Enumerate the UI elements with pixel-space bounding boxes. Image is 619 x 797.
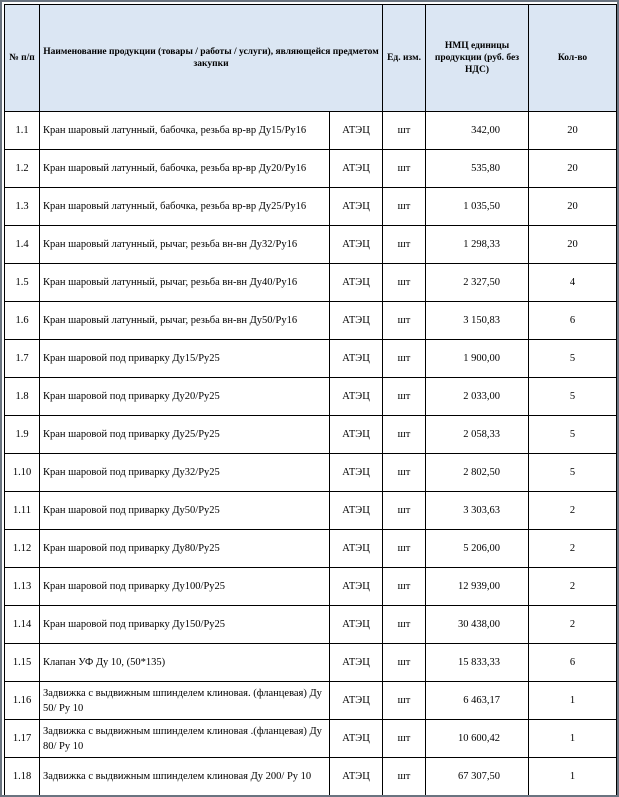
cell-buyer: АТЭЦ [330,530,383,568]
cell-name: Клапан УФ Ду 10, (50*135) [40,644,330,682]
cell-price: 2 327,50 [426,264,529,302]
table-row [5,758,617,796]
table-row [5,416,617,454]
cell-buyer: АТЭЦ [330,758,383,796]
cell-num: 1.5 [5,264,40,302]
cell-buyer: АТЭЦ [330,606,383,644]
table-row [5,340,617,378]
table-row [5,150,617,188]
cell-num: 1.11 [5,492,40,530]
table-row [5,492,617,530]
cell-unit: шт [383,644,426,682]
cell-qty: 5 [529,340,617,378]
table-row [5,264,617,302]
cell-buyer: АТЭЦ [330,568,383,606]
cell-unit: шт [383,302,426,340]
cell-buyer: АТЭЦ [330,112,383,150]
cell-price: 12 939,00 [426,568,529,606]
cell-unit: шт [383,492,426,530]
cell-num: 1.15 [5,644,40,682]
table-row [5,568,617,606]
cell-price: 10 600,42 [426,720,529,758]
table-row [5,112,617,150]
cell-buyer: АТЭЦ [330,150,383,188]
cell-name: Кран шаровой под приварку Ду150/Ру25 [40,606,330,644]
cell-price: 1 298,33 [426,226,529,264]
cell-num: 1.4 [5,226,40,264]
procurement-table [4,4,617,796]
cell-qty: 6 [529,644,617,682]
cell-name: Кран шаровый латунный, рычаг, резьба вн-вн Ду32/Ру16 [40,226,330,264]
cell-buyer: АТЭЦ [330,226,383,264]
cell-unit: шт [383,568,426,606]
cell-num: 1.3 [5,188,40,226]
cell-name: Кран шаровой под приварку Ду20/Ру25 [40,378,330,416]
table-row [5,682,617,720]
cell-num: 1.7 [5,340,40,378]
table-header-row [5,5,617,112]
cell-name: Кран шаровый латунный, бабочка, резьба вр-вр Ду15/Ру16 [40,112,330,150]
table-row [5,530,617,568]
cell-unit: шт [383,112,426,150]
cell-qty: 4 [529,264,617,302]
cell-buyer: АТЭЦ [330,644,383,682]
cell-qty: 2 [529,568,617,606]
cell-num: 1.8 [5,378,40,416]
cell-price: 30 438,00 [426,606,529,644]
cell-name: Кран шаровый латунный, рычаг, резьба вн-вн Ду40/Ру16 [40,264,330,302]
cell-num: 1.6 [5,302,40,340]
cell-unit: шт [383,606,426,644]
cell-unit: шт [383,720,426,758]
cell-qty: 20 [529,150,617,188]
cell-name: Кран шаровой под приварку Ду25/Ру25 [40,416,330,454]
cell-num: 1.12 [5,530,40,568]
cell-qty: 6 [529,302,617,340]
cell-buyer: АТЭЦ [330,720,383,758]
cell-unit: шт [383,530,426,568]
cell-qty: 1 [529,720,617,758]
header-price: НМЦ единицы продукции (руб. без НДС) [426,5,529,112]
cell-unit: шт [383,682,426,720]
header-unit: Ед. изм. [383,5,426,112]
cell-buyer: АТЭЦ [330,454,383,492]
cell-name: Кран шаровой под приварку Ду32/Ру25 [40,454,330,492]
cell-qty: 20 [529,226,617,264]
cell-unit: шт [383,226,426,264]
cell-price: 535,80 [426,150,529,188]
cell-unit: шт [383,150,426,188]
cell-price: 67 307,50 [426,758,529,796]
cell-unit: шт [383,340,426,378]
cell-buyer: АТЭЦ [330,264,383,302]
cell-num: 1.16 [5,682,40,720]
cell-num: 1.2 [5,150,40,188]
cell-name: Кран шаровый латунный, бабочка, резьба вр-вр Ду20/Ру16 [40,150,330,188]
cell-qty: 5 [529,378,617,416]
cell-unit: шт [383,758,426,796]
cell-name: Кран шаровой под приварку Ду80/Ру25 [40,530,330,568]
cell-num: 1.1 [5,112,40,150]
cell-buyer: АТЭЦ [330,302,383,340]
table-row [5,226,617,264]
cell-name: Кран шаровой под приварку Ду100/Ру25 [40,568,330,606]
cell-buyer: АТЭЦ [330,492,383,530]
cell-price: 6 463,17 [426,682,529,720]
cell-qty: 1 [529,758,617,796]
cell-name: Задвижка с выдвижным шпинделем клиновая Ду 200/ Ру 10 [40,758,330,796]
header-name: Наименование продукции (товары / работы / услуги), являющейся предметом закупки [40,5,383,112]
cell-name: Кран шаровый латунный, рычаг, резьба вн-вн Ду50/Ру16 [40,302,330,340]
cell-price: 15 833,33 [426,644,529,682]
cell-buyer: АТЭЦ [330,340,383,378]
cell-price: 5 206,00 [426,530,529,568]
cell-buyer: АТЭЦ [330,378,383,416]
cell-qty: 1 [529,682,617,720]
cell-price: 2 033,00 [426,378,529,416]
cell-unit: шт [383,378,426,416]
cell-unit: шт [383,416,426,454]
table-row [5,720,617,758]
table-row [5,606,617,644]
cell-qty: 20 [529,112,617,150]
cell-price: 2 802,50 [426,454,529,492]
cell-price: 342,00 [426,112,529,150]
cell-qty: 20 [529,188,617,226]
table-row [5,188,617,226]
cell-num: 1.14 [5,606,40,644]
cell-price: 3 150,83 [426,302,529,340]
header-qty: Кол-во [529,5,617,112]
header-num: № п/п [5,5,40,112]
table-row [5,454,617,492]
cell-buyer: АТЭЦ [330,416,383,454]
cell-unit: шт [383,454,426,492]
cell-unit: шт [383,264,426,302]
cell-num: 1.18 [5,758,40,796]
cell-price: 1 900,00 [426,340,529,378]
table-row [5,644,617,682]
cell-name: Задвижка с выдвижным шпинделем клиновая. (фланцевая) Ду 50/ Ру 10 [40,682,330,720]
cell-qty: 2 [529,530,617,568]
cell-buyer: АТЭЦ [330,682,383,720]
cell-qty: 5 [529,416,617,454]
cell-num: 1.13 [5,568,40,606]
cell-unit: шт [383,188,426,226]
table-row [5,302,617,340]
cell-price: 3 303,63 [426,492,529,530]
cell-num: 1.9 [5,416,40,454]
cell-qty: 5 [529,454,617,492]
table-body [5,112,617,796]
cell-qty: 2 [529,492,617,530]
cell-name: Кран шаровой под приварку Ду50/Ру25 [40,492,330,530]
cell-name: Задвижка с выдвижным шпинделем клиновая .(фланцевая) Ду 80/ Ру 10 [40,720,330,758]
cell-buyer: АТЭЦ [330,188,383,226]
cell-qty: 2 [529,606,617,644]
cell-num: 1.10 [5,454,40,492]
table-row [5,378,617,416]
cell-name: Кран шаровой под приварку Ду15/Ру25 [40,340,330,378]
cell-price: 2 058,33 [426,416,529,454]
cell-name: Кран шаровый латунный, бабочка, резьба вр-вр Ду25/Ру16 [40,188,330,226]
cell-num: 1.17 [5,720,40,758]
cell-price: 1 035,50 [426,188,529,226]
